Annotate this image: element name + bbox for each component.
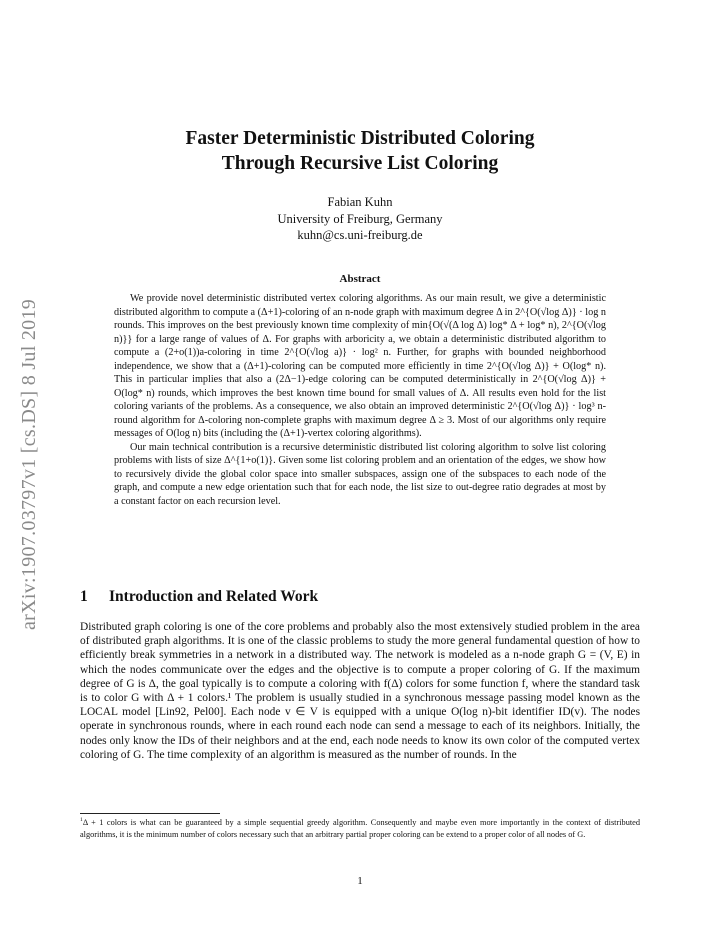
author-affiliation: University of Freiburg, Germany [277,211,443,226]
author-name: Fabian Kuhn [327,195,393,209]
footnote [80,817,640,840]
title-line-1: Faster Deterministic Distributed Coloring [185,128,535,149]
page-number: 1 [357,875,363,887]
section-title: Introduction and Related Work [109,588,319,605]
arxiv-stamp: arXiv:1907.03797v1 [cs.DS] 8 Jul 2019 [18,298,40,630]
introduction-paragraph: Distributed graph coloring is one of the core problems and probably also the most extensively studied problem in the area of distributed graph algorithms. It is one of the classic problems to study the more general fundamental question of how to efficiently break symmetries in a network in a distributed way. The network is modeled as a n-node graph G = (V, E) in which the nodes communicate over the edges and the objective is to compute a proper coloring of G. If the maximum degree of G is Δ, the goal typically is to compute a coloring with f(Δ) colors for some function f, where the standard task is to color G with Δ + 1 colors.¹ The problem is usually studied in a synchronous message passing model known as the LOCAL model [Lin92, Pel00]. Each node v ∈ V is equipped with a unique O(log n)-bit identifier ID(v). The nodes operate in synchronous rounds, where in each round each node can send a message to each of its neighbors. Initially, the nodes only know the IDs of their neighbors and at the end, each node needs to know its own color of the computed vertex coloring of G. The time complexity of an algorithm is measured as the number of rounds. In the [80,621,640,761]
title-line-2: Through Recursive List Coloring [221,153,499,174]
abstract-paragraph-2: Our main technical contribution is a recursive deterministic distributed list coloring algorithm to solve list coloring problems with lists of size Δ^{1+o(1)}. Given some list coloring problem and an orientation of the edges, we show how to recursively divide the global color space into smaller subspaces, assign one of the subspaces to each node of the graph, and compute a new edge orientation such that for each node, the list size to out-degree ratio degrades at most by a constant factor on each recursion level. [114,441,606,507]
footnote-text: Δ + 1 colors is what can be guaranteed by a simple sequential greedy algorithm. Consequently and maybe even more importantly in the context of distributed algorithms, it is the minimum number of colors necessary such that an arbitrary partial proper coloring can be extend to a proper color of all nodes of G. [80,818,640,839]
author-email: kuhn@cs.uni-freiburg.de [297,228,423,242]
introduction-body [80,620,640,762]
section-heading [80,588,318,606]
footnote-rule [80,813,220,814]
author-block [80,194,640,244]
abstract-heading: Abstract [339,273,381,285]
paper-title [80,126,640,176]
abstract-body [114,292,606,508]
abstract-paragraph-1: We provide novel deterministic distributed vertex coloring algorithms. As our main result, we give a deterministic distributed algorithm to compute a (Δ+1)-coloring of an n-node graph with maximum degree Δ in 2^{O(√log Δ)} · log n rounds. This improves on the best previously known time complexity of min{O(√(Δ log Δ) log* Δ + log* n), 2^{O(√log n)}} for a large range of values of Δ. For graphs with arboricity a, we obtain a deterministic distributed algorithm to compute a (2+o(1))a-coloring in time 2^{O(√log a)} · log² n. Further, for graphs with bounded neighborhood independence, we show that a (Δ+1)-coloring can be computed more efficiently in time 2^{O(√log Δ)} + O(log* n). This in particular implies that also a (2Δ−1)-edge coloring can be computed deterministically in 2^{O(√log Δ)} + O(log* n) rounds, which improves the best known time bound for small values of Δ. All results even hold for the list coloring variants of the problems. As a consequence, we also obtain an improved deterministic 2^{O(√log Δ)} · log³ n-round algorithm for Δ-coloring non-complete graphs with maximum degree Δ ≥ 3. Most of our algorithms only require messages of O(log n) bits (including the (Δ+1)-vertex coloring algorithms). [114,293,606,439]
section-number: 1 [80,588,88,605]
footnote-marker: 1 [80,817,83,824]
